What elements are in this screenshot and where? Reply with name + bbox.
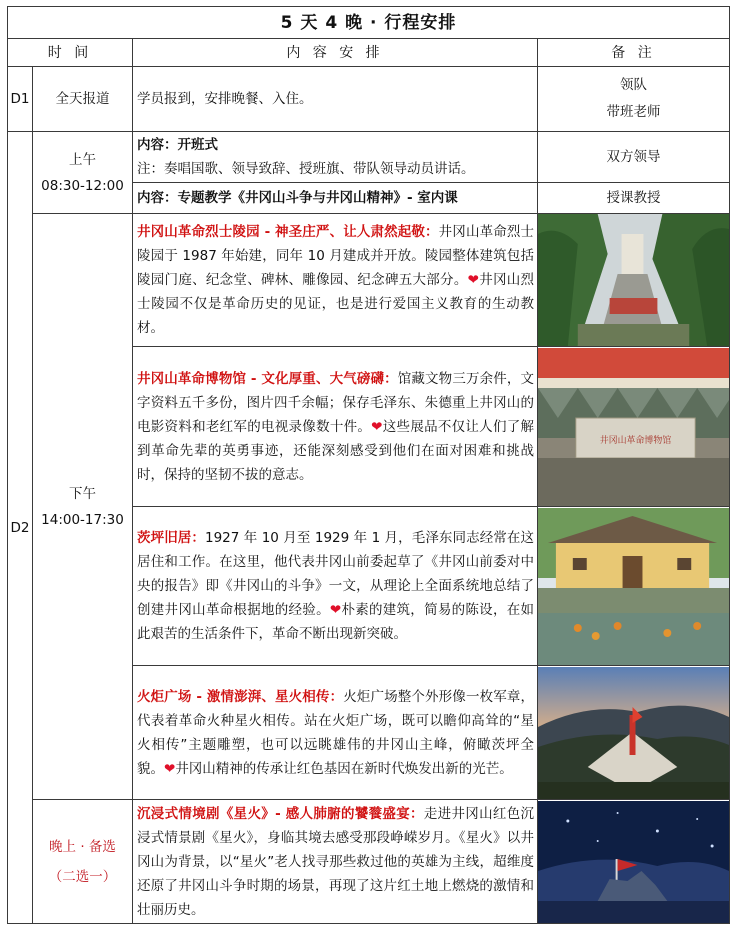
torch-square <box>133 666 538 800</box>
residence-image <box>538 508 729 665</box>
d1-note-line2: 带班老师 <box>606 104 661 120</box>
martyrs-cemetery-photo <box>538 214 730 347</box>
d1-note-line1: 领队 <box>620 77 648 93</box>
museum-body: 馆藏文物三万余件，文字资料五千多份，图片四千余幅；保存毛泽东、朱德重上井冈山的电影资料和老红军的电视录像数十件。 <box>137 370 535 435</box>
lecture-title: 内容：专题教学《井冈山斗争与井冈山精神》- 室内课 <box>133 183 538 214</box>
lecture-note: 授课教授 <box>538 183 730 214</box>
revolution-museum-photo <box>538 347 730 507</box>
d1-note <box>538 67 730 132</box>
museum-image <box>538 348 729 506</box>
afternoon-hours: 14:00-17:30 <box>41 511 124 528</box>
d1-content: 学员报到，安排晚餐、入住。 <box>133 67 538 132</box>
torch-tail: 井冈山精神的传承让红色基因在新时代焕发出新的光芒。 <box>175 760 513 777</box>
morning-label: 上午 <box>69 151 96 168</box>
museum-title: 井冈山革命博物馆 - 文化厚重、大气磅礴： <box>137 370 398 387</box>
opening-title: 内容：开班式 <box>137 137 218 153</box>
afternoon-label: 下午 <box>69 485 96 502</box>
xinghuo-title: 沉浸式情境剧《星火》- 感人肺腑的饕餮盛宴： <box>137 805 424 822</box>
table-title: 5 天 4 晚 · 行程安排 <box>8 7 730 39</box>
martyrs-tail: 井冈山烈士陵园不仅是革命历史的见证，也是进行爱国主义教育的生动教材。 <box>137 272 535 336</box>
evening-label2: （二选一） <box>48 868 117 885</box>
d2-morning-time <box>33 132 133 214</box>
museum-tail: 这些展品不仅让人们了解到革命先辈的英勇事迹，还能深刻感受到他们在面对困难和挑战时，保持的坚韧不拔的意志。 <box>137 418 535 483</box>
itinerary-table <box>7 6 730 924</box>
martyrs-body: 井冈山革命烈士陵园于 1987 年始建，同年 10 月建成并开放。陵园整体建筑包括陵园门庭、纪念堂、碑林、雕像园、纪念碑五大部分。 <box>137 224 534 288</box>
ciping-body: 1927 年 10 月至 1929 年 1 月，毛泽东同志经常在这居住和工作。在这里，他代表井冈山前委起草了《井冈山前委对中央的报告》即《井冈山的斗争》一文，从理论上全面系统地总结了创建井冈山革命根据地的经验。 <box>137 530 534 618</box>
d2-evening-time <box>33 800 133 924</box>
ciping-tail: 朴素的建筑，简易的陈设，在如此艰苦的生活条件下，革命不断出现新突破。 <box>137 602 535 642</box>
martyrs-cemetery <box>133 214 538 347</box>
header-content: 内 容 安 排 <box>133 39 538 67</box>
revolution-museum <box>133 347 538 507</box>
evening-label: 晚上 · 备选 <box>49 838 116 855</box>
d2-afternoon-time <box>33 214 133 800</box>
cemetery-image <box>538 214 729 346</box>
opening-desc: 注：奏唱国歌、领导致辞、授班旗、带队领导动员讲话。 <box>137 161 475 177</box>
d1-time: 全天报道 <box>33 67 133 132</box>
header-time: 时 间 <box>8 39 133 67</box>
ciping-residence-photo <box>538 507 730 666</box>
martyrs-title: 井冈山革命烈士陵园 - 神圣庄严、让人肃然起敬： <box>137 224 439 240</box>
museum-sign: 井冈山革命博物馆 <box>599 435 672 446</box>
header-note: 备 注 <box>538 39 730 67</box>
day-label-d1: D1 <box>8 67 33 132</box>
torch-image <box>538 667 729 799</box>
xinghuo-photo <box>538 800 730 924</box>
torch-square-photo <box>538 666 730 800</box>
xinghuo-body: 走进井冈山红色沉浸式情景剧《星火》，身临其境去感受那段峥嵘岁月。《星火》以井冈山为背景，以“星火”老人找寻那些救过他的英雄为主线，超维度还原了井冈山斗争时期的场景，再现了这片红土地上燃烧的激情和壮丽历史。 <box>137 805 534 918</box>
morning-hours: 08:30-12:00 <box>41 177 124 194</box>
heart-icon: ❤ <box>164 760 176 777</box>
ciping-title: 茨坪旧居： <box>137 530 205 546</box>
day-label-d2: D2 <box>8 132 33 924</box>
heart-icon: ❤ <box>467 272 480 288</box>
opening-note: 双方领导 <box>538 132 730 183</box>
torch-title: 火炬广场 - 激情澎湃、星火相传： <box>137 688 344 705</box>
ciping-former-residence <box>133 507 538 666</box>
torch-body: 火炬广场整个外形像一枚军章，代表着革命火种星火相传。站在火炬广场，既可以瞻仰高耸的“星火相传”主题雕塑，也可以远眺雄伟的井冈山主峰，俯瞰茨坪全貌。 <box>137 688 534 777</box>
xinghuo-show <box>133 800 538 924</box>
opening-ceremony <box>133 132 538 183</box>
heart-icon: ❤ <box>371 418 383 435</box>
heart-icon: ❤ <box>329 602 342 618</box>
xinghuo-image <box>538 801 729 923</box>
